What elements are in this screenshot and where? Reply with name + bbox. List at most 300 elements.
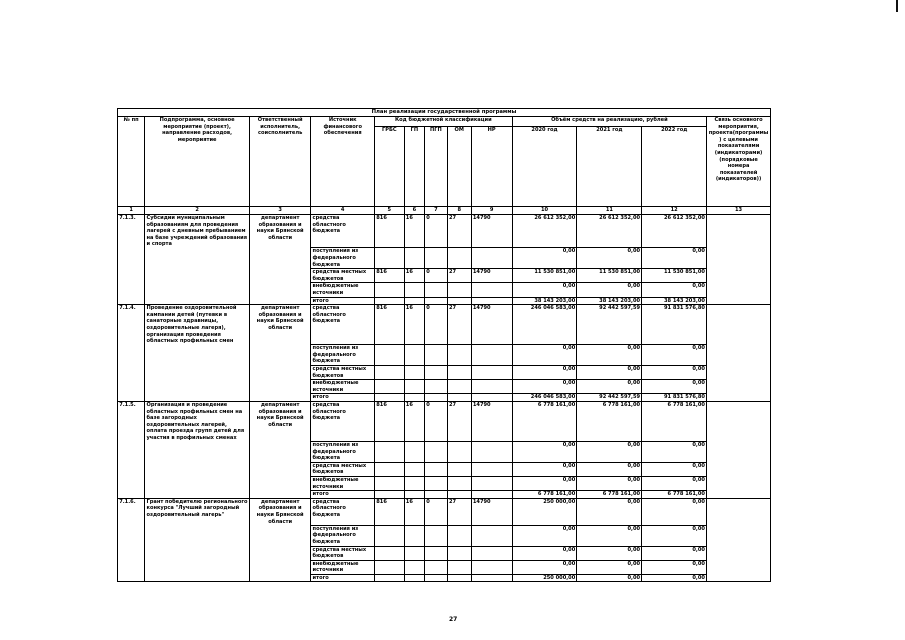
budget-code-om [447,525,471,546]
amount-2020: 250 000,00 [512,498,577,525]
header-source: Источник финансового обеспечения [311,117,375,207]
funding-source: внебюджетные источники [311,560,375,574]
item-number [118,546,145,560]
column-number: 7 [425,207,448,215]
budget-code-om [447,366,471,380]
item-number [118,491,145,499]
amount-2020: 0,00 [512,380,577,394]
amount-2022: 91 831 576,80 [642,394,707,402]
budget-code-pgp: 0 [425,269,448,283]
budget-code-gp: 16 [404,215,424,248]
item-number [118,462,145,476]
item-executor [249,269,310,283]
amount-2021: 92 442 597,59 [577,305,642,345]
amount-2022: 11 530 851,00 [642,269,707,283]
item-executor [249,477,310,491]
item-executor [249,525,310,546]
table-row [118,366,771,380]
header-num: № пп [118,117,145,207]
amount-2021: 0,00 [577,366,642,380]
budget-code-nr: 14790 [471,402,512,442]
indicator-link [707,462,771,476]
item-number [118,380,145,394]
table-row [118,345,771,366]
budget-code-pgp: 0 [425,215,448,248]
item-number [118,345,145,366]
budget-code-gp [404,546,424,560]
table-row [118,442,771,463]
column-number-row [118,207,771,215]
amount-2022: 26 612 352,00 [642,215,707,248]
table-row [118,215,771,248]
funding-source: поступления из федерального бюджета [311,525,375,546]
budget-code-grbs: 816 [375,402,405,442]
budget-code-grbs: 816 [375,215,405,248]
amount-2022: 0,00 [642,380,707,394]
item-number [118,560,145,574]
header-executor: Ответственный исполнитель, соисполнитель [249,117,310,207]
amount-2022: 0,00 [642,462,707,476]
amount-2020: 38 143 203,00 [512,297,577,305]
budget-code-grbs [375,491,405,499]
budget-code-grbs [375,345,405,366]
budget-code-grbs [375,248,405,269]
table-body [118,215,771,582]
budget-code-nr [471,380,512,394]
table-row [118,297,771,305]
budget-code-om: 27 [447,305,471,345]
budget-code-nr [471,442,512,463]
budget-code-grbs [375,525,405,546]
budget-code-grbs [375,283,405,297]
indicator-link [707,491,771,499]
table-row [118,560,771,574]
amount-2021: 11 530 851,00 [577,269,642,283]
budget-code-gp [404,366,424,380]
budget-code-om [447,477,471,491]
budget-code-nr [471,477,512,491]
item-executor [249,283,310,297]
budget-code-om [447,574,471,582]
item-name: Грант победителю регионального конкурса "Лучший загородный оздоровительный лагерь" [145,498,250,525]
indicator-link [707,442,771,463]
funding-source: итого [311,297,375,305]
item-name [145,546,250,560]
item-executor: департамент образования и науки Брянской области [249,402,310,442]
column-number: 1 [118,207,145,215]
budget-code-gp [404,477,424,491]
page-number: 27 [449,616,458,623]
budget-code-grbs [375,297,405,305]
budget-code-nr: 14790 [471,269,512,283]
budget-code-pgp [425,546,448,560]
item-name [145,442,250,463]
item-name: Проведение оздоровительной кампании детей (путевки в санаторные здравницы, оздоровительные лагеря), организация проведения областных профильных смен [145,305,250,345]
program-plan-table [117,108,771,582]
table-row [118,574,771,582]
item-name [145,462,250,476]
item-executor [249,462,310,476]
funding-source: средства областного бюджета [311,402,375,442]
table-row [118,491,771,499]
amount-2022: 0,00 [642,525,707,546]
budget-code-om [447,560,471,574]
budget-code-gp [404,248,424,269]
budget-code-pgp [425,297,448,305]
item-name [145,525,250,546]
budget-code-gp [404,491,424,499]
header-2020: 2020 год [512,127,577,207]
amount-2022: 91 831 576,80 [642,305,707,345]
amount-2022: 0,00 [642,345,707,366]
indicator-link [707,498,771,525]
item-name [145,248,250,269]
budget-code-gp [404,560,424,574]
budget-code-grbs [375,574,405,582]
funding-source: средства местных бюджетов [311,546,375,560]
amount-2021: 6 778 161,00 [577,402,642,442]
amount-2021: 92 442 597,59 [577,394,642,402]
budget-code-pgp [425,283,448,297]
budget-code-gp: 16 [404,305,424,345]
amount-2021: 0,00 [577,477,642,491]
budget-code-grbs: 816 [375,269,405,283]
amount-2022: 0,00 [642,477,707,491]
budget-code-pgp [425,248,448,269]
indicator-link [707,215,771,248]
budget-code-nr: 14790 [471,215,512,248]
amount-2021: 0,00 [577,442,642,463]
item-executor [249,574,310,582]
item-number [118,525,145,546]
budget-code-om: 27 [447,215,471,248]
amount-2020: 6 778 161,00 [512,491,577,499]
header-link: Связь основного мероприятия, проекта(программы) с целевыми показателями (индикаторами) (порядковые номера показателей (индикаторов)) [707,117,771,207]
budget-code-grbs [375,380,405,394]
budget-code-om [447,491,471,499]
item-executor [249,248,310,269]
indicator-link [707,248,771,269]
item-executor [249,297,310,305]
amount-2022: 0,00 [642,546,707,560]
item-executor [249,491,310,499]
table-row [118,462,771,476]
budget-code-nr: 14790 [471,305,512,345]
table-row [118,525,771,546]
budget-code-gp [404,283,424,297]
amount-2022: 6 778 161,00 [642,402,707,442]
item-name [145,574,250,582]
amount-2022: 0,00 [642,560,707,574]
column-number: 5 [375,207,405,215]
budget-code-gp: 16 [404,269,424,283]
column-number: 2 [145,207,250,215]
item-number: 7.1.4. [118,305,145,345]
table-row [118,394,771,402]
budget-code-grbs [375,366,405,380]
amount-2020: 0,00 [512,560,577,574]
budget-code-pgp [425,380,448,394]
budget-code-gp [404,297,424,305]
funding-source: поступления из федерального бюджета [311,248,375,269]
item-number [118,442,145,463]
budget-code-pgp [425,525,448,546]
table-row [118,546,771,560]
column-number: 4 [311,207,375,215]
budget-code-pgp [425,366,448,380]
amount-2022: 0,00 [642,442,707,463]
item-name [145,560,250,574]
item-executor [249,366,310,380]
budget-code-grbs: 816 [375,498,405,525]
budget-code-gp: 16 [404,498,424,525]
amount-2021: 0,00 [577,462,642,476]
budget-code-om [447,248,471,269]
amount-2022: 38 143 203,00 [642,297,707,305]
item-executor: департамент образования и науки Брянской области [249,498,310,525]
header-budget-code: Код бюджетной классификации [375,117,513,127]
budget-code-gp [404,442,424,463]
item-name: Субсидии муниципальным образованиям для проведения лагерей с дневным пребыванием на базе учреждений образования и спорта [145,215,250,248]
item-name: Организация и проведение областных профильных смен на базе загородных оздоровительных лагерей, оплата проезда групп детей для участия в профильных сменах [145,402,250,442]
budget-code-om [447,394,471,402]
budget-code-gp [404,462,424,476]
budget-code-om [447,442,471,463]
item-executor [249,560,310,574]
table-row [118,498,771,525]
header-grbs: ГРБС [375,127,405,207]
page-edge-mark [896,0,898,12]
amount-2020: 11 530 851,00 [512,269,577,283]
budget-code-grbs [375,462,405,476]
amount-2021: 0,00 [577,345,642,366]
budget-code-om: 27 [447,498,471,525]
indicator-link [707,305,771,345]
item-number: 7.1.5. [118,402,145,442]
budget-code-om [447,546,471,560]
budget-code-om [447,380,471,394]
amount-2020: 0,00 [512,462,577,476]
amount-2021: 0,00 [577,525,642,546]
table-row [118,283,771,297]
budget-code-nr [471,345,512,366]
budget-code-gp [404,574,424,582]
amount-2020: 0,00 [512,366,577,380]
column-number: 12 [642,207,707,215]
header-om: ОМ [447,127,471,207]
indicator-link [707,560,771,574]
amount-2020: 246 046 583,00 [512,305,577,345]
amount-2021: 0,00 [577,283,642,297]
budget-code-nr [471,283,512,297]
column-number: 3 [249,207,310,215]
amount-2020: 0,00 [512,345,577,366]
budget-code-pgp [425,560,448,574]
amount-2020: 0,00 [512,477,577,491]
budget-code-nr [471,248,512,269]
budget-code-nr [471,394,512,402]
indicator-link [707,477,771,491]
amount-2020: 0,00 [512,525,577,546]
item-number [118,477,145,491]
budget-code-nr: 14790 [471,498,512,525]
budget-code-grbs [375,560,405,574]
amount-2022: 0,00 [642,248,707,269]
amount-2021: 0,00 [577,560,642,574]
budget-code-grbs [375,394,405,402]
amount-2020: 26 612 352,00 [512,215,577,248]
budget-code-om: 27 [447,402,471,442]
amount-2022: 6 778 161,00 [642,491,707,499]
indicator-link [707,380,771,394]
item-executor: департамент образования и науки Брянской области [249,215,310,248]
funding-source: итого [311,574,375,582]
indicator-link [707,283,771,297]
indicator-link [707,269,771,283]
item-executor [249,546,310,560]
indicator-link [707,366,771,380]
budget-code-gp [404,380,424,394]
indicator-link [707,345,771,366]
amount-2022: 0,00 [642,574,707,582]
amount-2021: 0,00 [577,546,642,560]
amount-2020: 0,00 [512,442,577,463]
item-name [145,297,250,305]
item-name [145,345,250,366]
item-number [118,269,145,283]
funding-source: поступления из федерального бюджета [311,345,375,366]
column-number: 10 [512,207,577,215]
budget-code-gp [404,525,424,546]
table-row [118,402,771,442]
funding-source: итого [311,394,375,402]
column-number: 9 [471,207,512,215]
item-executor [249,380,310,394]
amount-2022: 0,00 [642,283,707,297]
budget-code-om: 27 [447,269,471,283]
budget-code-om [447,462,471,476]
header-nr: НР [471,127,512,207]
budget-code-grbs [375,546,405,560]
item-number [118,297,145,305]
funding-source: внебюджетные источники [311,283,375,297]
item-name [145,491,250,499]
item-number [118,574,145,582]
item-name [145,366,250,380]
budget-code-nr [471,462,512,476]
budget-code-pgp [425,574,448,582]
funding-source: средства областного бюджета [311,215,375,248]
amount-2021: 38 143 203,00 [577,297,642,305]
budget-code-nr [471,525,512,546]
budget-code-gp [404,345,424,366]
column-number: 8 [447,207,471,215]
item-number [118,283,145,297]
header-2022: 2022 год [642,127,707,207]
indicator-link [707,402,771,442]
budget-code-nr [471,560,512,574]
budget-code-nr [471,297,512,305]
budget-code-grbs [375,442,405,463]
item-name [145,283,250,297]
header-volume: Объём средств на реализацию, рублей [512,117,706,127]
item-name [145,380,250,394]
item-number: 7.1.3. [118,215,145,248]
budget-code-pgp: 0 [425,402,448,442]
header-pgp: ПГП [425,127,448,207]
item-number [118,248,145,269]
table-row [118,248,771,269]
amount-2021: 0,00 [577,498,642,525]
table-row [118,305,771,345]
indicator-link [707,525,771,546]
funding-source: итого [311,491,375,499]
program-plan-document [117,108,771,582]
amount-2020: 246 046 583,00 [512,394,577,402]
amount-2020: 0,00 [512,283,577,297]
funding-source: средства местных бюджетов [311,366,375,380]
table-row [118,477,771,491]
budget-code-om [447,283,471,297]
budget-code-pgp [425,491,448,499]
amount-2022: 0,00 [642,498,707,525]
budget-code-om [447,345,471,366]
budget-code-pgp: 0 [425,305,448,345]
budget-code-gp [404,394,424,402]
amount-2021: 0,00 [577,380,642,394]
funding-source: средства местных бюджетов [311,269,375,283]
header-name: Подпрограмма, основное мероприятие (проект), направление расходов, мероприятие [145,117,250,207]
budget-code-pgp: 0 [425,498,448,525]
column-number: 11 [577,207,642,215]
indicator-link [707,394,771,402]
column-number: 13 [707,207,771,215]
amount-2021: 6 778 161,00 [577,491,642,499]
column-number: 6 [404,207,424,215]
budget-code-pgp [425,345,448,366]
budget-code-nr [471,546,512,560]
budget-code-pgp [425,442,448,463]
budget-code-nr [471,491,512,499]
budget-code-grbs [375,477,405,491]
item-name [145,477,250,491]
item-executor [249,442,310,463]
amount-2020: 0,00 [512,248,577,269]
budget-code-nr [471,574,512,582]
funding-source: внебюджетные источники [311,477,375,491]
item-name [145,269,250,283]
item-number [118,394,145,402]
indicator-link [707,574,771,582]
amount-2022: 0,00 [642,366,707,380]
budget-code-pgp [425,394,448,402]
item-number [118,366,145,380]
item-executor [249,394,310,402]
funding-source: поступления из федерального бюджета [311,442,375,463]
amount-2021: 0,00 [577,248,642,269]
amount-2021: 26 612 352,00 [577,215,642,248]
item-number: 7.1.6. [118,498,145,525]
item-executor [249,345,310,366]
table-row [118,269,771,283]
header-2021: 2021 год [577,127,642,207]
budget-code-grbs: 816 [375,305,405,345]
budget-code-gp: 16 [404,402,424,442]
item-executor: департамент образования и науки Брянской области [249,305,310,345]
budget-code-pgp [425,462,448,476]
table-row [118,380,771,394]
funding-source: средства областного бюджета [311,498,375,525]
